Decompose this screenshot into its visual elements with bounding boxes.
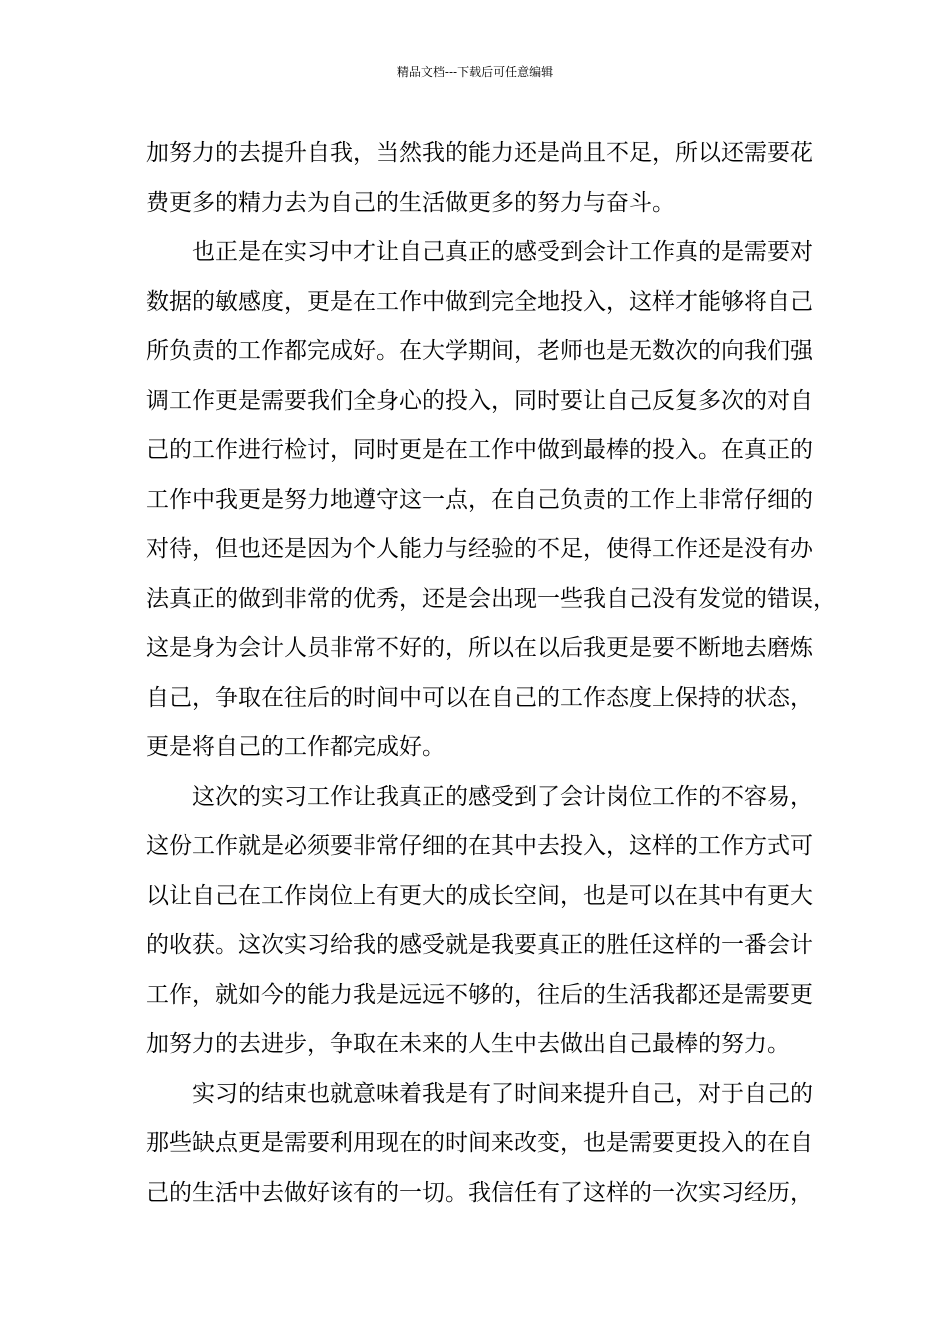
page-header: 精品文档---下载后可任意编辑 xyxy=(396,65,554,79)
paragraph-4 xyxy=(146,1070,816,1219)
text-line: 也正是在实习中才让自己真正的感受到会计工作真的是需要对 xyxy=(192,239,813,265)
text-line: 那些缺点更是需要利用现在的时间来改变，也是需要更投入的在自 xyxy=(146,1130,813,1156)
text-line: 加努力的去提升自我，当然我的能力还是尚且不足，所以还需要花 xyxy=(146,140,813,166)
text-line: 的收获。这次实习给我的感受就是我要真正的胜任这样的一番会计 xyxy=(146,932,813,958)
paragraph-1 xyxy=(146,129,816,228)
text-line: 费更多的精力去为自己的生活做更多的努力与奋斗。 xyxy=(146,189,675,216)
text-line: 己的生活中去做好该有的一切。我信任有了这样的一次实习经历， xyxy=(146,1179,813,1206)
text-line: 工作中我更是努力地遵守这一点，在自己负责的工作上非常仔细的 xyxy=(146,486,813,513)
text-line: 对待，但也还是因为个人能力与经验的不足，使得工作还是没有办 xyxy=(146,536,813,562)
text-line: 实习的结束也就意味着我是有了时间来提升自己，对于自己的 xyxy=(192,1080,813,1107)
text-line: 自己，争取在往后的时间中可以在自己的工作态度上保持的状态， xyxy=(146,684,813,711)
text-line: 以让自己在工作岗位上有更大的成长空间，也是可以在其中有更大 xyxy=(146,882,813,909)
text-line: 这是身为会计人员非常不好的，所以在以后我更是要不断地去磨炼 xyxy=(146,635,813,661)
text-line: 法真正的做到非常的优秀，还是会出现一些我自己没有发觉的错误， xyxy=(146,585,836,612)
text-line: 所负责的工作都完成好。在大学期间，老师也是无数次的向我们强 xyxy=(146,338,813,364)
text-line: 己的工作进行检讨，同时更是在工作中做到最棒的投入。在真正的 xyxy=(146,437,813,463)
text-line: 工作，就如今的能力我是远远不够的，往后的生活我都还是需要更 xyxy=(146,981,813,1008)
text-line: 更是将自己的工作都完成好。 xyxy=(146,734,445,760)
text-line: 这次的实习工作让我真正的感受到了会计岗位工作的不容易， xyxy=(192,783,813,810)
paragraph-2 xyxy=(146,228,836,773)
document-body xyxy=(146,129,836,1218)
text-line: 这份工作就是必须要非常仔细的在其中去投入，这样的工作方式可 xyxy=(146,833,813,859)
text-line: 数据的敏感度，更是在工作中做到完全地投入，这样才能够将自己 xyxy=(146,288,813,315)
text-line: 调工作更是需要我们全身心的投入，同时要让自己反复多次的对自 xyxy=(146,387,813,414)
text-line: 加努力的去进步，争取在未来的人生中去做出自己最棒的努力。 xyxy=(146,1031,790,1057)
paragraph-3 xyxy=(146,773,816,1070)
